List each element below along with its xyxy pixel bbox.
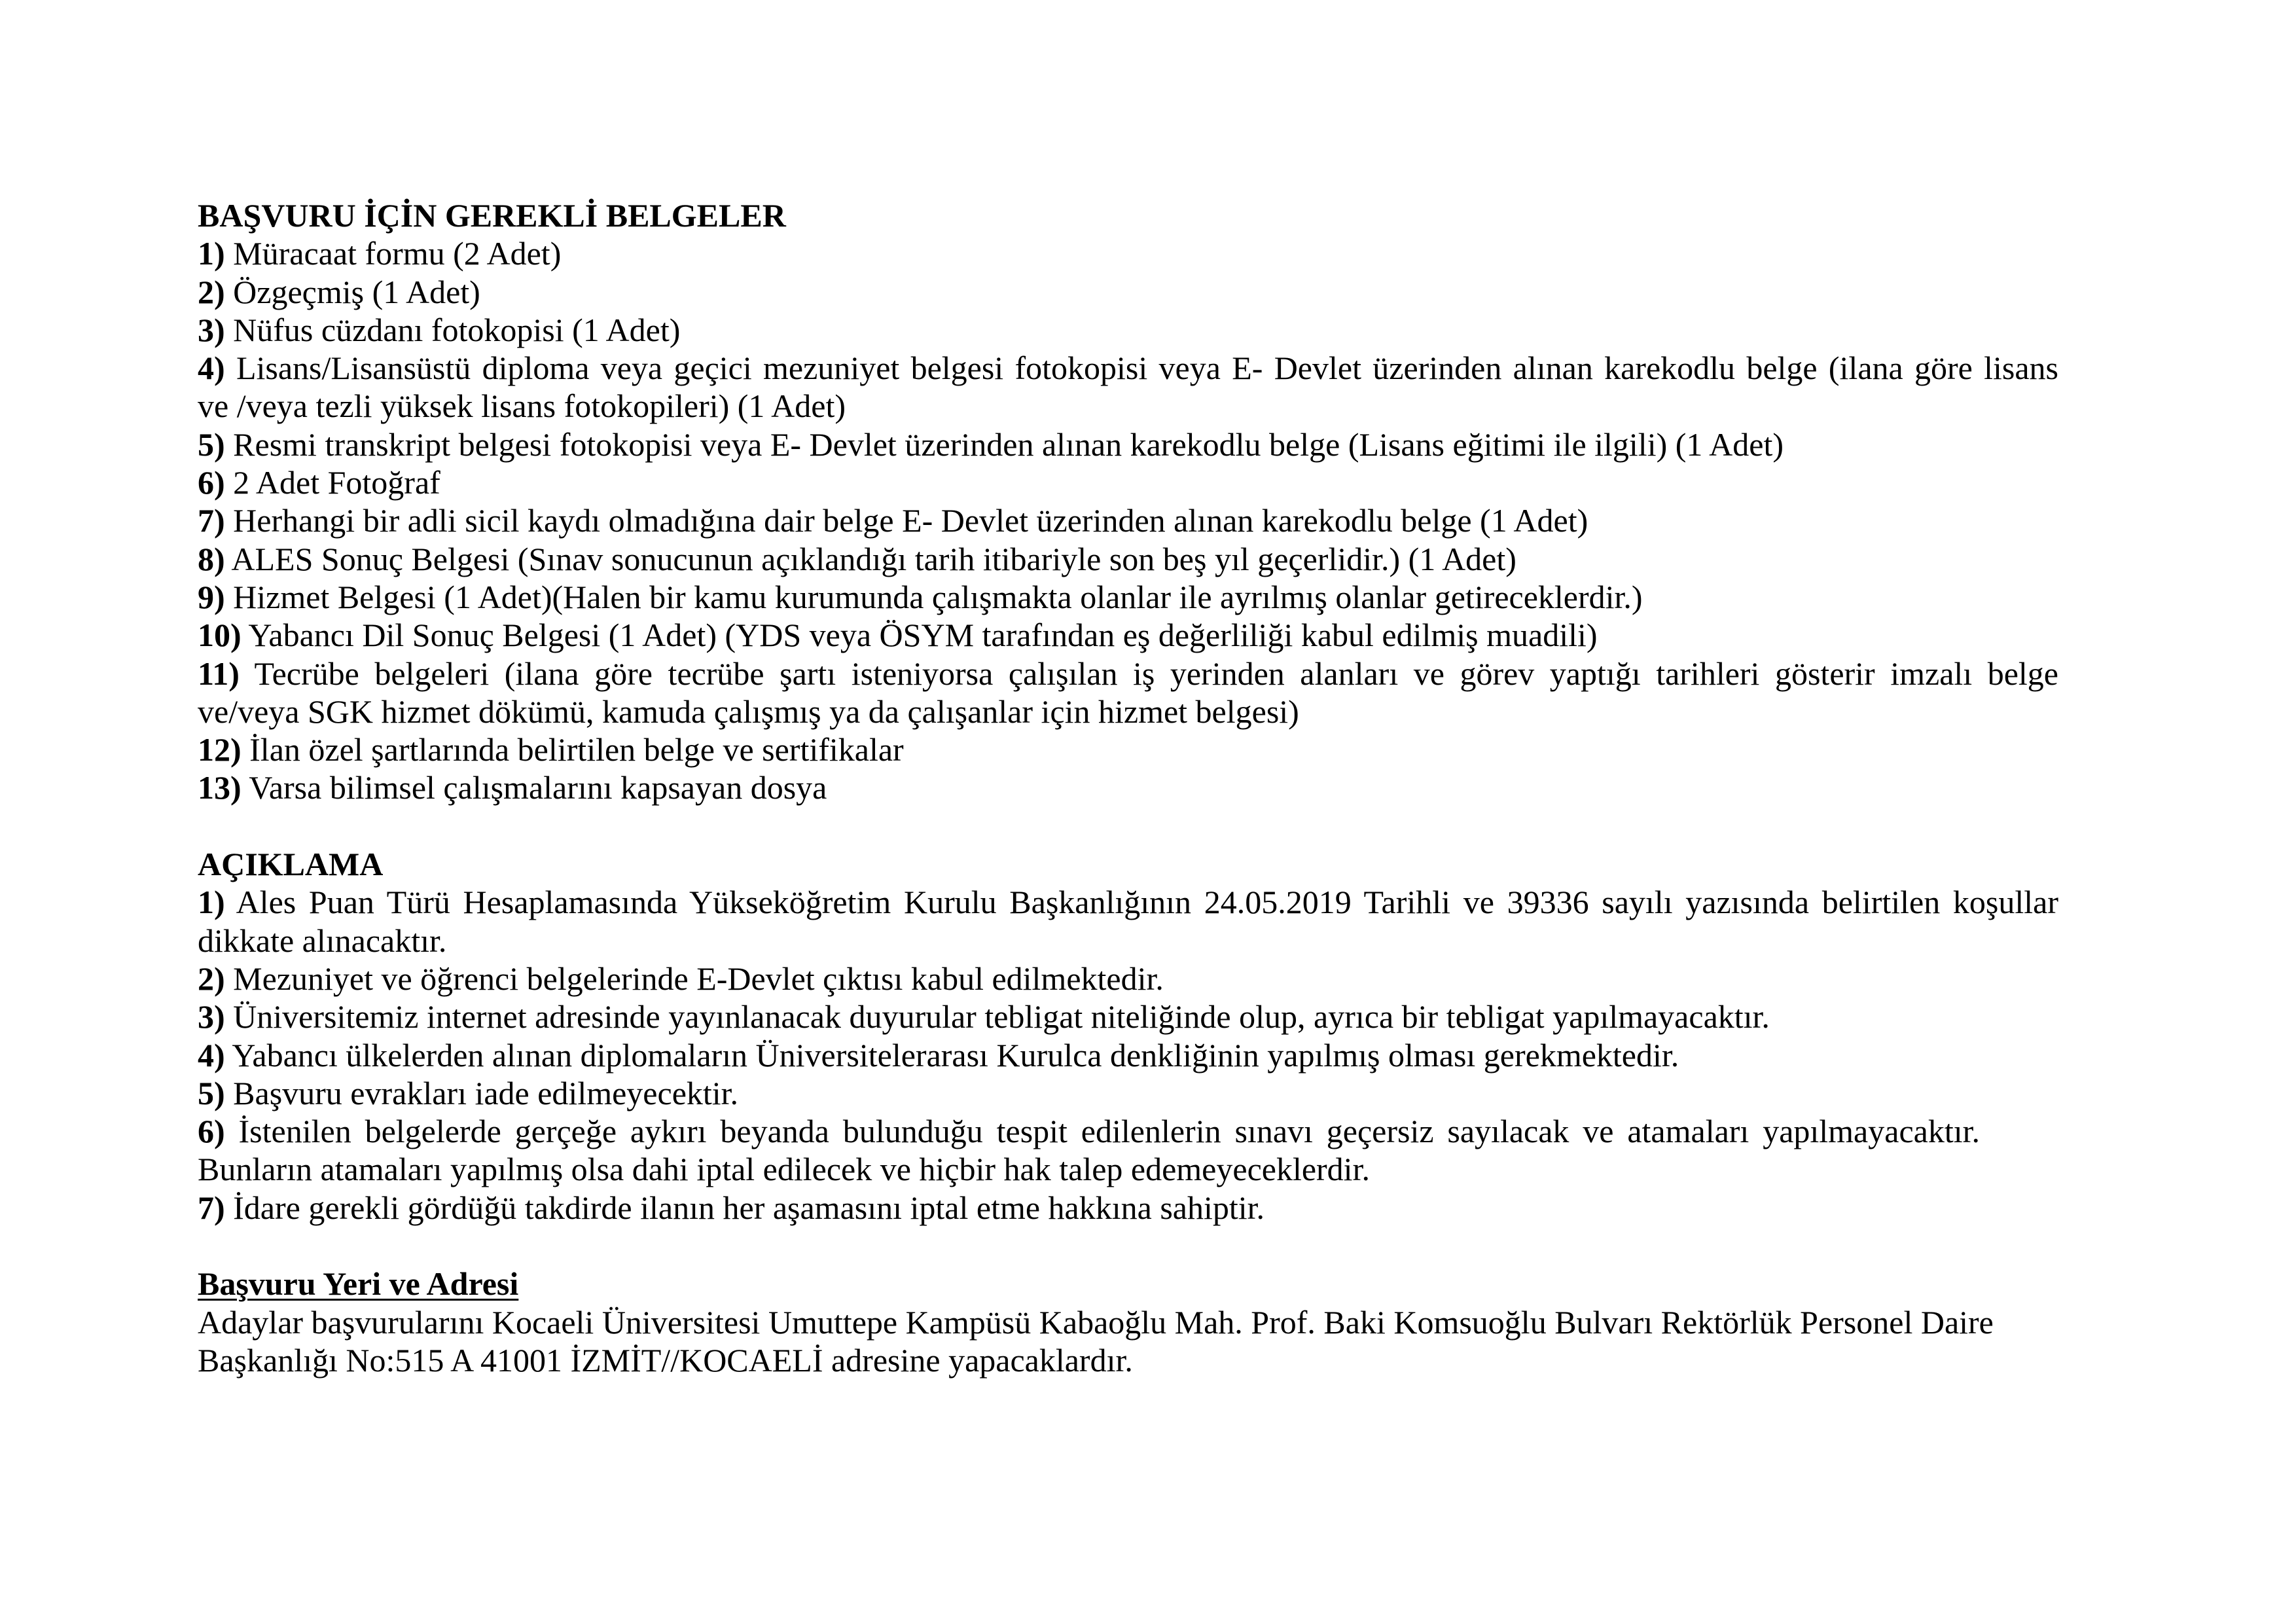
item-text: ve /veya tezli yüksek lisans fotokopileri) (1 Adet) xyxy=(198,388,846,425)
item-text: İstenilen belgelerde gerçeğe aykırı beyanda bulunduğu tespit edilenlerin sınavı geçersiz sayılacak ve atamaları yapılmayacaktır. xyxy=(238,1113,1980,1150)
requirement-item-13 xyxy=(198,768,2058,806)
item-line xyxy=(198,768,2058,806)
item-text: Yabancı Dil Sonuç Belgesi (1 Adet) (YDS veya ÖSYM tarafından eş değerliliği kabul edilmiş muadili) xyxy=(248,617,1598,654)
application-address-heading-row xyxy=(198,1265,2058,1303)
item-number: 13) xyxy=(198,769,242,806)
requirement-item-1 xyxy=(198,234,2058,272)
item-text: Tecrübe belgeleri (ilana göre tecrübe şartı isteniyorsa çalışılan iş yerinden alanları ve görev yaptığı tarihleri gösterir imzalı belge xyxy=(254,655,2058,692)
item-line xyxy=(198,655,2058,693)
item-text: Başvuru evrakları iade edilmeyecektir. xyxy=(233,1074,739,1111)
item-number: 9) xyxy=(198,578,225,615)
requirement-item-11 xyxy=(198,655,2058,731)
item-number: 2) xyxy=(198,273,225,310)
item-line xyxy=(198,311,2058,349)
item-text: dikkate alınacaktır. xyxy=(198,922,447,959)
requirement-item-5 xyxy=(198,425,2058,463)
item-number: 8) xyxy=(198,540,225,577)
item-line xyxy=(198,501,2058,539)
note-item-4 xyxy=(198,1036,2058,1074)
requirement-item-4 xyxy=(198,349,2058,425)
item-line-continuation xyxy=(198,1150,2058,1188)
note-item-6 xyxy=(198,1112,2058,1189)
item-number: 11) xyxy=(198,655,240,692)
item-line xyxy=(198,731,2058,768)
application-address-section xyxy=(198,1265,2058,1379)
application-address-heading: Başvuru Yeri ve Adresi xyxy=(198,1265,519,1303)
item-line-continuation xyxy=(198,922,2058,960)
item-text: Resmi transkript belgesi fotokopisi veya E- Devlet üzerinden alınan karekodlu belge (Lisans eğitimi ile ilgili) (1 Adet) xyxy=(233,425,1784,463)
item-number: 1) xyxy=(198,235,225,272)
requirement-item-9 xyxy=(198,578,2058,616)
item-text: Müracaat formu (2 Adet) xyxy=(233,235,562,272)
item-text: Bunların atamaları yapılmış olsa dahi iptal edilecek ve hiçbir hak talep edemeyeceklerdir. xyxy=(198,1151,1370,1188)
item-number: 4) xyxy=(198,1036,225,1074)
item-text: Özgeçmiş (1 Adet) xyxy=(233,273,480,310)
requirement-item-3 xyxy=(198,311,2058,349)
requirement-item-6 xyxy=(198,463,2058,501)
item-number: 12) xyxy=(198,731,242,768)
item-line xyxy=(198,463,2058,501)
item-line xyxy=(198,960,2058,998)
note-item-2 xyxy=(198,960,2058,998)
item-line xyxy=(198,1036,2058,1074)
item-number: 6) xyxy=(198,464,225,501)
item-text: Mezuniyet ve öğrenci belgelerinde E-Devlet çıktısı kabul edilmektedir. xyxy=(233,960,1164,997)
item-number: 6) xyxy=(198,1113,225,1150)
notes-section xyxy=(198,845,2058,1227)
item-number: 4) xyxy=(198,350,225,387)
item-number: 2) xyxy=(198,960,225,997)
item-number: 7) xyxy=(198,1189,225,1226)
item-text: İlan özel şartlarında belirtilen belge ve sertifikalar xyxy=(249,731,904,768)
item-line xyxy=(198,540,2058,578)
item-line xyxy=(198,1112,1980,1150)
item-text: Hizmet Belgesi (1 Adet)(Halen bir kamu kurumunda çalışmakta olanlar ile ayrılmış olanlar getireceklerdir.) xyxy=(233,578,1643,615)
item-text: Varsa bilimsel çalışmalarını kapsayan dosya xyxy=(249,769,827,806)
address-line-2: Başkanlığı No:515 A 41001 İZMİT//KOCAELİ adresine yapacaklardır. xyxy=(198,1341,1133,1379)
item-line xyxy=(198,349,2058,387)
requirement-item-2 xyxy=(198,273,2058,311)
item-text: Ales Puan Türü Hesaplamasında Yükseköğretim Kurulu Başkanlığının 24.05.2019 Tarihli ve 39336 sayılı yazısında belirtilen koşullar xyxy=(236,884,2058,921)
item-text: 2 Adet Fotoğraf xyxy=(233,464,440,501)
note-item-1 xyxy=(198,883,2058,960)
item-number: 5) xyxy=(198,1074,225,1111)
item-number: 5) xyxy=(198,425,225,463)
item-number: 7) xyxy=(198,502,225,539)
section-spacer xyxy=(198,1227,2058,1265)
required-documents-section xyxy=(198,196,2058,807)
item-line xyxy=(198,616,2058,654)
item-text: Üniversitemiz internet adresinde yayınlanacak duyurular tebligat niteliğinde olup, ayrıca bir tebligat yapılmayacaktır. xyxy=(233,998,1770,1036)
item-line xyxy=(198,234,2058,272)
item-text: Nüfus cüzdanı fotokopisi (1 Adet) xyxy=(233,311,681,348)
requirement-item-10 xyxy=(198,616,2058,654)
requirement-item-8 xyxy=(198,540,2058,578)
document-body xyxy=(198,196,2058,1379)
item-line-continuation xyxy=(198,693,2058,731)
address-line-1: Adaylar başvurularını Kocaeli Üniversitesi Umuttepe Kampüsü Kabaoğlu Mah. Prof. Baki Komsuoğlu Bulvarı Rektörlük Personel Daire xyxy=(198,1303,1994,1341)
item-text: İdare gerekli gördüğü takdirde ilanın her aşamasını iptal etme hakkına sahiptir. xyxy=(233,1189,1265,1226)
item-number: 10) xyxy=(198,617,242,654)
requirement-item-12 xyxy=(198,731,2058,768)
item-line xyxy=(198,578,2058,616)
item-line-continuation xyxy=(198,387,2058,425)
note-item-7 xyxy=(198,1189,2058,1227)
note-item-3 xyxy=(198,998,2058,1036)
section-spacer xyxy=(198,807,2058,845)
item-line xyxy=(198,998,2058,1036)
item-number: 3) xyxy=(198,998,225,1036)
item-text: ve/veya SGK hizmet dökümü, kamuda çalışmış ya da çalışanlar için hizmet belgesi) xyxy=(198,693,1299,730)
requirement-item-7 xyxy=(198,501,2058,539)
item-text: Yabancı ülkelerden alınan diplomaların Üniversitelerarası Kurulca denkliğinin yapılmış olması gerekmektedir. xyxy=(232,1036,1679,1074)
note-item-5 xyxy=(198,1074,2058,1112)
item-line xyxy=(198,425,2058,463)
item-line xyxy=(198,1189,2058,1227)
item-number: 3) xyxy=(198,311,225,348)
item-line xyxy=(198,883,2058,921)
item-number: 1) xyxy=(198,884,225,921)
item-line xyxy=(198,1074,2058,1112)
item-text: ALES Sonuç Belgesi (Sınav sonucunun açıklandığı tarih itibariyle son beş yıl geçerlidir.) (1 Adet) xyxy=(231,540,1516,577)
required-documents-heading: BAŞVURU İÇİN GEREKLİ BELGELER xyxy=(198,197,786,234)
notes-heading: AÇIKLAMA xyxy=(198,846,384,883)
item-text: Herhangi bir adli sicil kaydı olmadığına dair belge E- Devlet üzerinden alınan karekodlu belge (1 Adet) xyxy=(233,502,1588,539)
item-line xyxy=(198,273,2058,311)
item-text: Lisans/Lisansüstü diploma veya geçici mezuniyet belgesi fotokopisi veya E- Devlet üzerinden alınan karekodlu belge (ilana göre lisans xyxy=(236,350,2059,387)
